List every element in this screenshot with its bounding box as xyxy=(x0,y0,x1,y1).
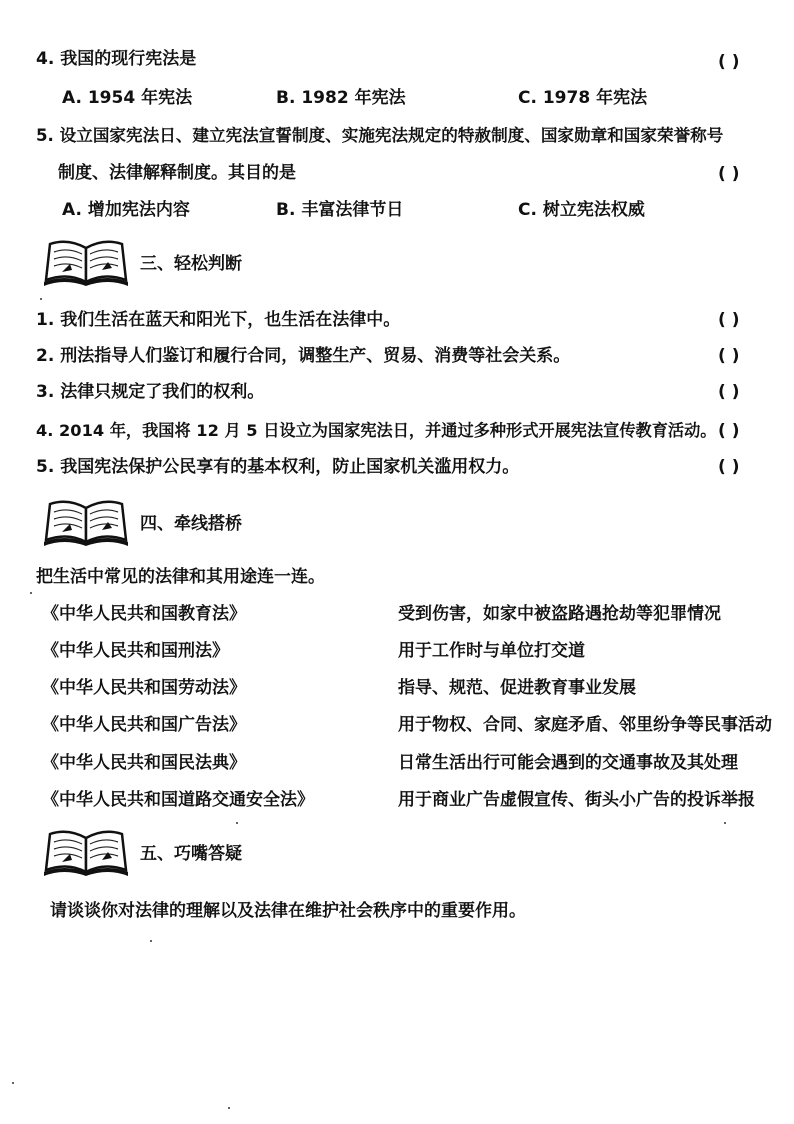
section-answer-title: 五、巧嘴答疑 xyxy=(140,844,242,864)
scan-speck xyxy=(150,940,152,942)
q4-option-c[interactable]: C. 1978 年宪法 xyxy=(518,88,648,108)
use-item[interactable]: 用于工作时与单位打交道 xyxy=(398,641,585,661)
judge-item-3: 3. 法律只规定了我们的权利。 xyxy=(36,382,265,402)
scan-speck xyxy=(40,298,42,300)
q4-option-b[interactable]: B. 1982 年宪法 xyxy=(276,88,406,108)
use-item[interactable]: 指导、规范、促进教育事业发展 xyxy=(398,678,636,698)
match-instruction: 把生活中常见的法律和其用途连一连。 xyxy=(36,567,325,587)
q5-option-c[interactable]: C. 树立宪法权威 xyxy=(518,200,645,220)
section-answer-header xyxy=(40,826,300,878)
scan-speck xyxy=(12,1082,14,1084)
judge-item-4-paren[interactable]: ( ) xyxy=(718,421,740,441)
law-item[interactable]: 《中华人民共和国道路交通安全法》 xyxy=(42,790,314,810)
judge-item-1-paren[interactable]: ( ) xyxy=(718,310,740,330)
judge-item-2-paren[interactable]: ( ) xyxy=(718,346,740,366)
law-item[interactable]: 《中华人民共和国广告法》 xyxy=(42,715,246,735)
q5-stem-line2: 制度、法律解释制度。其目的是 xyxy=(58,163,296,183)
section-match-header xyxy=(40,496,300,548)
scan-speck xyxy=(228,1107,230,1109)
q5-answer-paren[interactable]: ( ) xyxy=(718,164,740,184)
open-book-icon xyxy=(40,236,132,288)
use-item[interactable]: 用于商业广告虚假宣传、街头小广告的投诉举报 xyxy=(398,790,755,810)
section-match-title: 四、牵线搭桥 xyxy=(140,514,242,534)
q5-option-b[interactable]: B. 丰富法律节日 xyxy=(276,200,404,220)
q5-option-a[interactable]: A. 增加宪法内容 xyxy=(62,200,190,220)
judge-item-5: 5. 我国宪法保护公民享有的基本权利，防止国家机关滥用权力。 xyxy=(36,457,520,477)
judge-item-4: 4. 2014 年，我国将 12 月 5 日设立为国家宪法日，并通过多种形式开展宪法宣传教育活动。 xyxy=(36,421,717,440)
open-book-icon xyxy=(40,826,132,878)
q4-stem: 4. 我国的现行宪法是 xyxy=(36,49,197,69)
q5-stem-line1: 5. 设立国家宪法日、建立宪法宣誓制度、实施宪法规定的特赦制度、国家勋章和国家荣誉称号 xyxy=(36,126,724,145)
judge-item-1: 1. 我们生活在蓝天和阳光下，也生活在法律中。 xyxy=(36,310,401,330)
law-item[interactable]: 《中华人民共和国劳动法》 xyxy=(42,678,246,698)
use-item[interactable]: 用于物权、合同、家庭矛盾、邻里纷争等民事活动 xyxy=(398,715,772,735)
section-judge-title: 三、轻松判断 xyxy=(140,254,242,274)
scan-speck xyxy=(724,822,726,824)
q4-option-a[interactable]: A. 1954 年宪法 xyxy=(62,88,193,108)
use-item[interactable]: 受到伤害，如家中被盗路遇抢劫等犯罪情况 xyxy=(398,604,721,624)
open-book-icon xyxy=(40,496,132,548)
judge-item-3-paren[interactable]: ( ) xyxy=(718,382,740,402)
judge-item-2: 2. 刑法指导人们鉴订和履行合同，调整生产、贸易、消费等社会关系。 xyxy=(36,346,571,366)
scan-speck xyxy=(30,592,32,594)
answer-question: 请谈谈你对法律的理解以及法律在维护社会秩序中的重要作用。 xyxy=(50,901,526,921)
use-item[interactable]: 日常生活出行可能会遇到的交通事故及其处理 xyxy=(398,753,738,773)
law-item[interactable]: 《中华人民共和国教育法》 xyxy=(42,604,246,624)
law-item[interactable]: 《中华人民共和国刑法》 xyxy=(42,641,229,661)
section-judge-header xyxy=(40,236,300,288)
scan-speck xyxy=(236,822,238,824)
q4-answer-paren[interactable]: ( ) xyxy=(718,52,740,72)
law-item[interactable]: 《中华人民共和国民法典》 xyxy=(42,753,246,773)
judge-item-5-paren[interactable]: ( ) xyxy=(718,457,740,477)
